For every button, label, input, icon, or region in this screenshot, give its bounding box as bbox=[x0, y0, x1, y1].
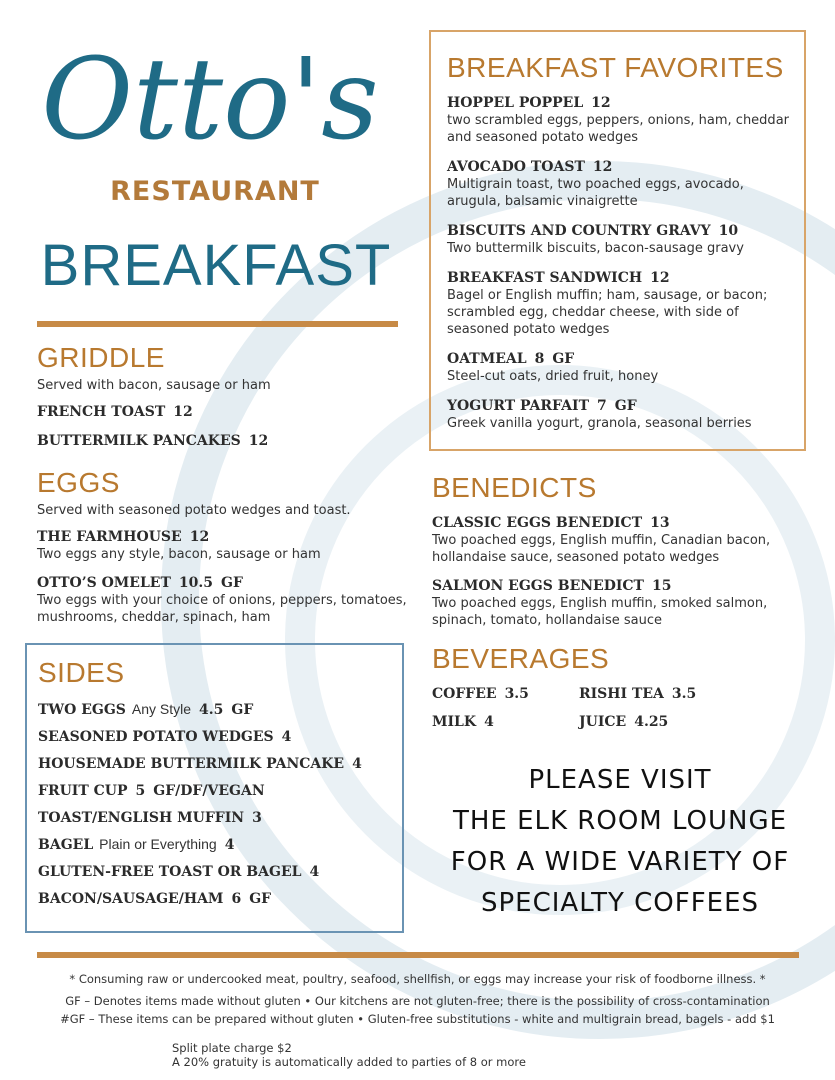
food-safety-warning: * Consuming raw or undercooked meat, poultry, seafood, shellfish, or eggs may increase your risk of foodborne illness. * bbox=[69, 972, 766, 986]
item-price: 15 bbox=[651, 578, 672, 594]
dietary-tag: GF bbox=[221, 575, 243, 591]
item-price: 6 bbox=[231, 891, 242, 907]
item-price: 3 bbox=[252, 810, 262, 826]
item-price: 10.5 bbox=[178, 575, 213, 591]
menu-item bbox=[38, 809, 402, 827]
item-description: Steel-cut oats, dried fruit, honey bbox=[447, 369, 659, 384]
gluten-free-option-note: #GF – These items can be prepared without gluten • Gluten-free substitutions - white and multigrain bread, bagels - add $1 bbox=[60, 1012, 775, 1026]
item-price: 3.5 bbox=[504, 686, 529, 702]
dietary-tag: GF bbox=[231, 702, 254, 718]
menu-item bbox=[38, 755, 402, 773]
item-name: JUICE bbox=[579, 714, 627, 730]
item-description: two scrambled eggs, peppers, onions, ham, cheddar and seasoned potato wedges bbox=[447, 113, 789, 145]
footer-divider bbox=[37, 952, 799, 958]
section-title: BEVERAGES bbox=[432, 643, 610, 674]
menu-item bbox=[447, 222, 794, 257]
restaurant-subtitle: RESTAURANT bbox=[110, 176, 320, 207]
item-price: 4 bbox=[281, 729, 292, 745]
elk-room-notice bbox=[432, 760, 808, 924]
item-name: COFFEE bbox=[432, 686, 497, 702]
eggs-section bbox=[37, 469, 407, 637]
griddle-section bbox=[37, 344, 407, 461]
menu-item bbox=[38, 836, 402, 854]
sides-section bbox=[25, 643, 404, 933]
menu-item bbox=[37, 432, 407, 450]
item-price: 12 bbox=[592, 159, 613, 175]
item-description: Two poached eggs, English muffin, smoked salmon, spinach, tomato, hollandaise sauce bbox=[432, 596, 768, 628]
benedicts-section bbox=[432, 474, 812, 640]
beverage-item bbox=[432, 685, 579, 703]
item-price: 4.25 bbox=[634, 714, 669, 730]
dietary-tag: GF bbox=[614, 398, 637, 414]
notice-line: THE ELK ROOM LOUNGE bbox=[452, 806, 788, 836]
menu-item bbox=[38, 701, 402, 719]
item-name: RISHI TEA bbox=[579, 686, 664, 702]
menu-item bbox=[38, 890, 402, 908]
item-price: 5 bbox=[135, 783, 146, 799]
item-description: Two eggs with your choice of onions, peppers, tomatoes, mushrooms, cheddar, spinach, ham bbox=[37, 593, 407, 625]
notice-line: SPECIALTY COFFEES bbox=[480, 888, 760, 918]
menu-item bbox=[447, 94, 794, 146]
item-price: 3.5 bbox=[671, 686, 697, 702]
section-note: Served with bacon, sausage or ham bbox=[37, 378, 271, 393]
item-price: 12 bbox=[173, 404, 193, 420]
item-price: 4 bbox=[309, 864, 320, 880]
item-name: BUTTERMILK PANCAKES bbox=[37, 433, 241, 449]
section-title: SIDES bbox=[38, 657, 125, 688]
item-price: 12 bbox=[189, 529, 210, 545]
item-price: 12 bbox=[650, 270, 670, 286]
item-description: Multigrain toast, two poached eggs, avocado, arugula, balsamic vinaigrette bbox=[447, 177, 744, 209]
menu-item bbox=[447, 350, 794, 385]
menu-item bbox=[37, 528, 407, 563]
notice-line: FOR A WIDE VARIETY OF bbox=[450, 847, 790, 877]
item-name: SALMON EGGS BENEDICT bbox=[432, 578, 644, 594]
item-description: Bagel or English muffin; ham, sausage, or bacon; scrambled egg, cheddar cheese, with side of seasoned potato wedges bbox=[447, 288, 768, 337]
gluten-free-note: GF – Denotes items made without gluten • Our kitchens are not gluten-free; there is the possibility of cross-contamination bbox=[65, 994, 770, 1008]
item-name: BACON/SAUSAGE/HAM bbox=[38, 891, 224, 907]
item-price: 12 bbox=[591, 95, 611, 111]
divider-rule bbox=[37, 321, 398, 327]
menu-item bbox=[37, 574, 407, 626]
menu-item bbox=[432, 514, 812, 566]
section-title: BENEDICTS bbox=[432, 472, 597, 503]
item-name: THE FARMHOUSE bbox=[37, 529, 182, 545]
policy-line bbox=[172, 1041, 692, 1069]
beverage-item bbox=[579, 713, 729, 731]
section-note: Served with seasoned potato wedges and toast. bbox=[37, 503, 351, 518]
menu-item bbox=[38, 863, 402, 881]
notice-line: PLEASE VISIT bbox=[528, 765, 712, 795]
breakfast-favorites-section bbox=[429, 30, 806, 451]
section-title: BREAKFAST FAVORITES bbox=[447, 52, 784, 83]
item-description: Two eggs any style, bacon, sausage or ham bbox=[37, 547, 321, 562]
gratuity-note: A 20% gratuity is automatically added to parties of 8 or more bbox=[172, 1055, 526, 1069]
item-name: YOGURT PARFAIT bbox=[447, 398, 589, 414]
dietary-tag: GF/DF/VEGAN bbox=[153, 783, 265, 799]
split-plate-charge: Split plate charge $2 bbox=[172, 1041, 292, 1055]
menu-item bbox=[447, 269, 794, 338]
item-option: Any Style bbox=[131, 701, 192, 717]
menu-item bbox=[432, 577, 812, 629]
beverages-section bbox=[432, 645, 812, 731]
item-name: AVOCADO TOAST bbox=[447, 159, 585, 175]
menu-item bbox=[37, 403, 407, 421]
section-title: EGGS bbox=[37, 467, 120, 498]
item-name: FRUIT CUP bbox=[38, 783, 128, 799]
item-price: 4.5 bbox=[199, 702, 224, 718]
item-name: BAGEL bbox=[38, 837, 94, 853]
dietary-tag: GF bbox=[249, 891, 272, 907]
item-name: SEASONED POTATO WEDGES bbox=[38, 729, 274, 745]
beverage-list bbox=[432, 685, 812, 731]
menu-item bbox=[447, 158, 794, 210]
menu-title: BREAKFAST bbox=[40, 233, 392, 298]
item-name: CLASSIC EGGS BENEDICT bbox=[432, 515, 643, 531]
item-description: Two poached eggs, English muffin, Canadian bacon, hollandaise sauce, seasoned potato wedges bbox=[432, 533, 771, 565]
section-title: GRIDDLE bbox=[37, 342, 165, 373]
dietary-tag: GF bbox=[552, 351, 575, 367]
menu-item bbox=[38, 782, 402, 800]
menu-item bbox=[447, 397, 794, 432]
item-name: HOUSEMADE BUTTERMILK PANCAKE bbox=[38, 756, 345, 772]
item-price: 13 bbox=[650, 515, 670, 531]
item-price: 4 bbox=[224, 837, 235, 853]
item-price: 12 bbox=[248, 433, 269, 449]
item-name: HOPPEL POPPEL bbox=[447, 95, 584, 111]
item-name: BREAKFAST SANDWICH bbox=[447, 270, 643, 286]
item-name: OTTO’S OMELET bbox=[37, 575, 171, 591]
item-name: GLUTEN-FREE TOAST OR BAGEL bbox=[38, 864, 302, 880]
beverage-item bbox=[432, 713, 579, 731]
item-price: 10 bbox=[718, 223, 739, 239]
item-price: 7 bbox=[597, 398, 607, 414]
item-price: 4 bbox=[352, 756, 362, 772]
item-name: BISCUITS AND COUNTRY GRAVY bbox=[447, 223, 711, 239]
item-name: TWO EGGS bbox=[38, 702, 126, 718]
item-price: 4 bbox=[484, 714, 494, 730]
beverage-item bbox=[579, 685, 729, 703]
item-description: Two buttermilk biscuits, bacon-sausage gravy bbox=[447, 241, 744, 256]
logo-text: Otto's bbox=[41, 35, 379, 165]
restaurant-logo bbox=[40, 18, 380, 168]
item-price: 8 bbox=[534, 351, 545, 367]
item-name: TOAST/ENGLISH MUFFIN bbox=[38, 810, 245, 826]
item-option: Plain or Everything bbox=[99, 836, 217, 852]
item-name: OATMEAL bbox=[447, 351, 527, 367]
item-name: FRENCH TOAST bbox=[37, 404, 166, 420]
item-description: Greek vanilla yogurt, granola, seasonal berries bbox=[447, 416, 752, 431]
menu-item bbox=[38, 728, 402, 746]
item-name: MILK bbox=[432, 714, 477, 730]
